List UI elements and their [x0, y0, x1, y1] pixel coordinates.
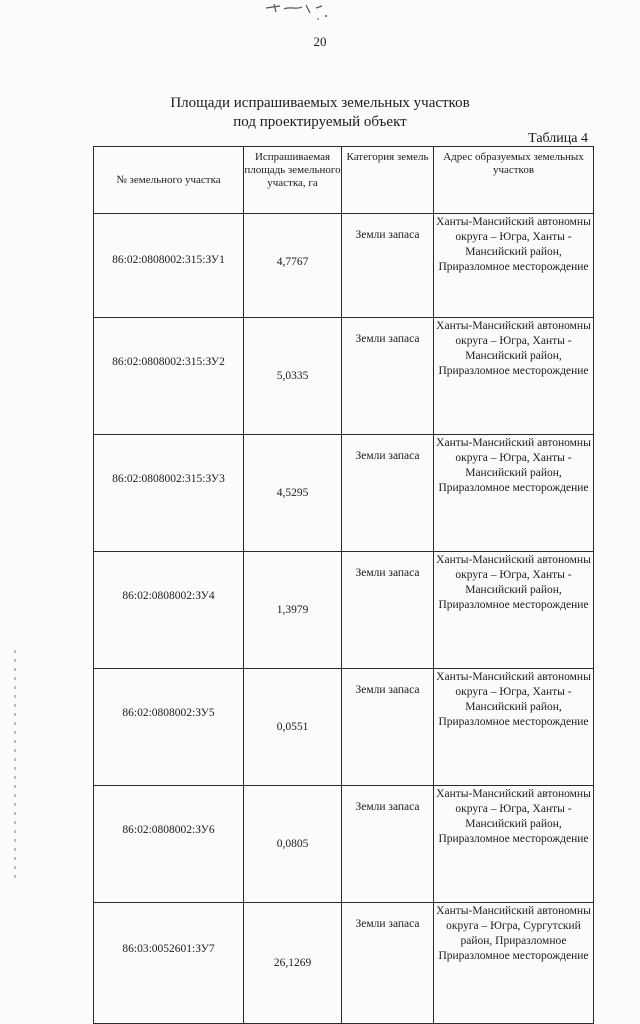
table-row [94, 318, 594, 435]
plot-category: Земли запаса [342, 435, 434, 552]
plot-category: Земли запаса [342, 552, 434, 669]
header-plot-number: № земельного участка [94, 147, 244, 214]
scan-stamp-mark [260, 0, 340, 22]
plot-address: Ханты-Мансийский автономны округа – Югра, Ханты - Мансийский район, Приразломное месторождение [434, 435, 594, 552]
plot-address: Ханты-Мансийский автономны округа – Югра, Ханты - Мансийский район, Приразломное месторождение [434, 552, 594, 669]
table-row [94, 669, 594, 786]
title-line-1: Площади испрашиваемых земельных участков [170, 95, 470, 111]
plot-number: 86:03:0052601:ЗУ7 [94, 903, 244, 1024]
land-plots-table [93, 146, 594, 1024]
plot-category: Земли запаса [342, 318, 434, 435]
plot-area: 4,7767 [244, 214, 342, 318]
plot-number: 86:02:0808002:ЗУ4 [94, 552, 244, 669]
plot-category: Земли запаса [342, 669, 434, 786]
plot-category: Земли запаса [342, 903, 434, 1024]
plot-number: 86:02:0808002:ЗУ5 [94, 669, 244, 786]
plot-address: Ханты-Мансийский автономны округа – Югра, Ханты - Мансийский район, Приразломное месторождение [434, 318, 594, 435]
title-line-2: под проектируемый объект [233, 114, 407, 130]
header-area: Испрашиваемая площадь земельного участка, га [244, 147, 342, 214]
table-row [94, 786, 594, 903]
plot-number: 86:02:0808002:315:ЗУ3 [94, 435, 244, 552]
plot-area: 0,0805 [244, 786, 342, 903]
page-number: 20 [313, 34, 327, 49]
plot-category: Земли запаса [342, 214, 434, 318]
plot-area: 5,0335 [244, 318, 342, 435]
plot-number: 86:02:0808002:315:ЗУ2 [94, 318, 244, 435]
plot-address: Ханты-Мансийский автономны округа – Югра, Ханты - Мансийский район, Приразломное месторождение [434, 786, 594, 903]
document-title [0, 94, 640, 132]
plot-area: 1,3979 [244, 552, 342, 669]
plot-address: Ханты-Мансийский автономны округа – Югра, Ханты - Мансийский район, Приразломное месторождение [434, 669, 594, 786]
table-row [94, 552, 594, 669]
header-category: Категория земель [342, 147, 434, 214]
plot-category: Земли запаса [342, 786, 434, 903]
table-label: Таблица 4 [528, 131, 588, 146]
plot-address: Ханты-Мансийский автономны округа – Югра, Сургутский район, Приразломное Приразломное месторождение [434, 903, 594, 1024]
plot-number: 86:02:0808002:315:ЗУ1 [94, 214, 244, 318]
table-row [94, 903, 594, 1024]
table-row [94, 214, 594, 318]
plot-number: 86:02:0808002:ЗУ6 [94, 786, 244, 903]
plot-area: 0,0551 [244, 669, 342, 786]
table-row [94, 435, 594, 552]
table-header-row [94, 147, 594, 214]
plot-area: 26,1269 [244, 903, 342, 1024]
scan-edge-artifact [14, 650, 16, 880]
plot-address: Ханты-Мансийский автономны округа – Югра, Ханты - Мансийский район, Приразломное месторождение [434, 214, 594, 318]
header-address: Адрес образуемых земельных участков [434, 147, 594, 214]
plot-area: 4,5295 [244, 435, 342, 552]
